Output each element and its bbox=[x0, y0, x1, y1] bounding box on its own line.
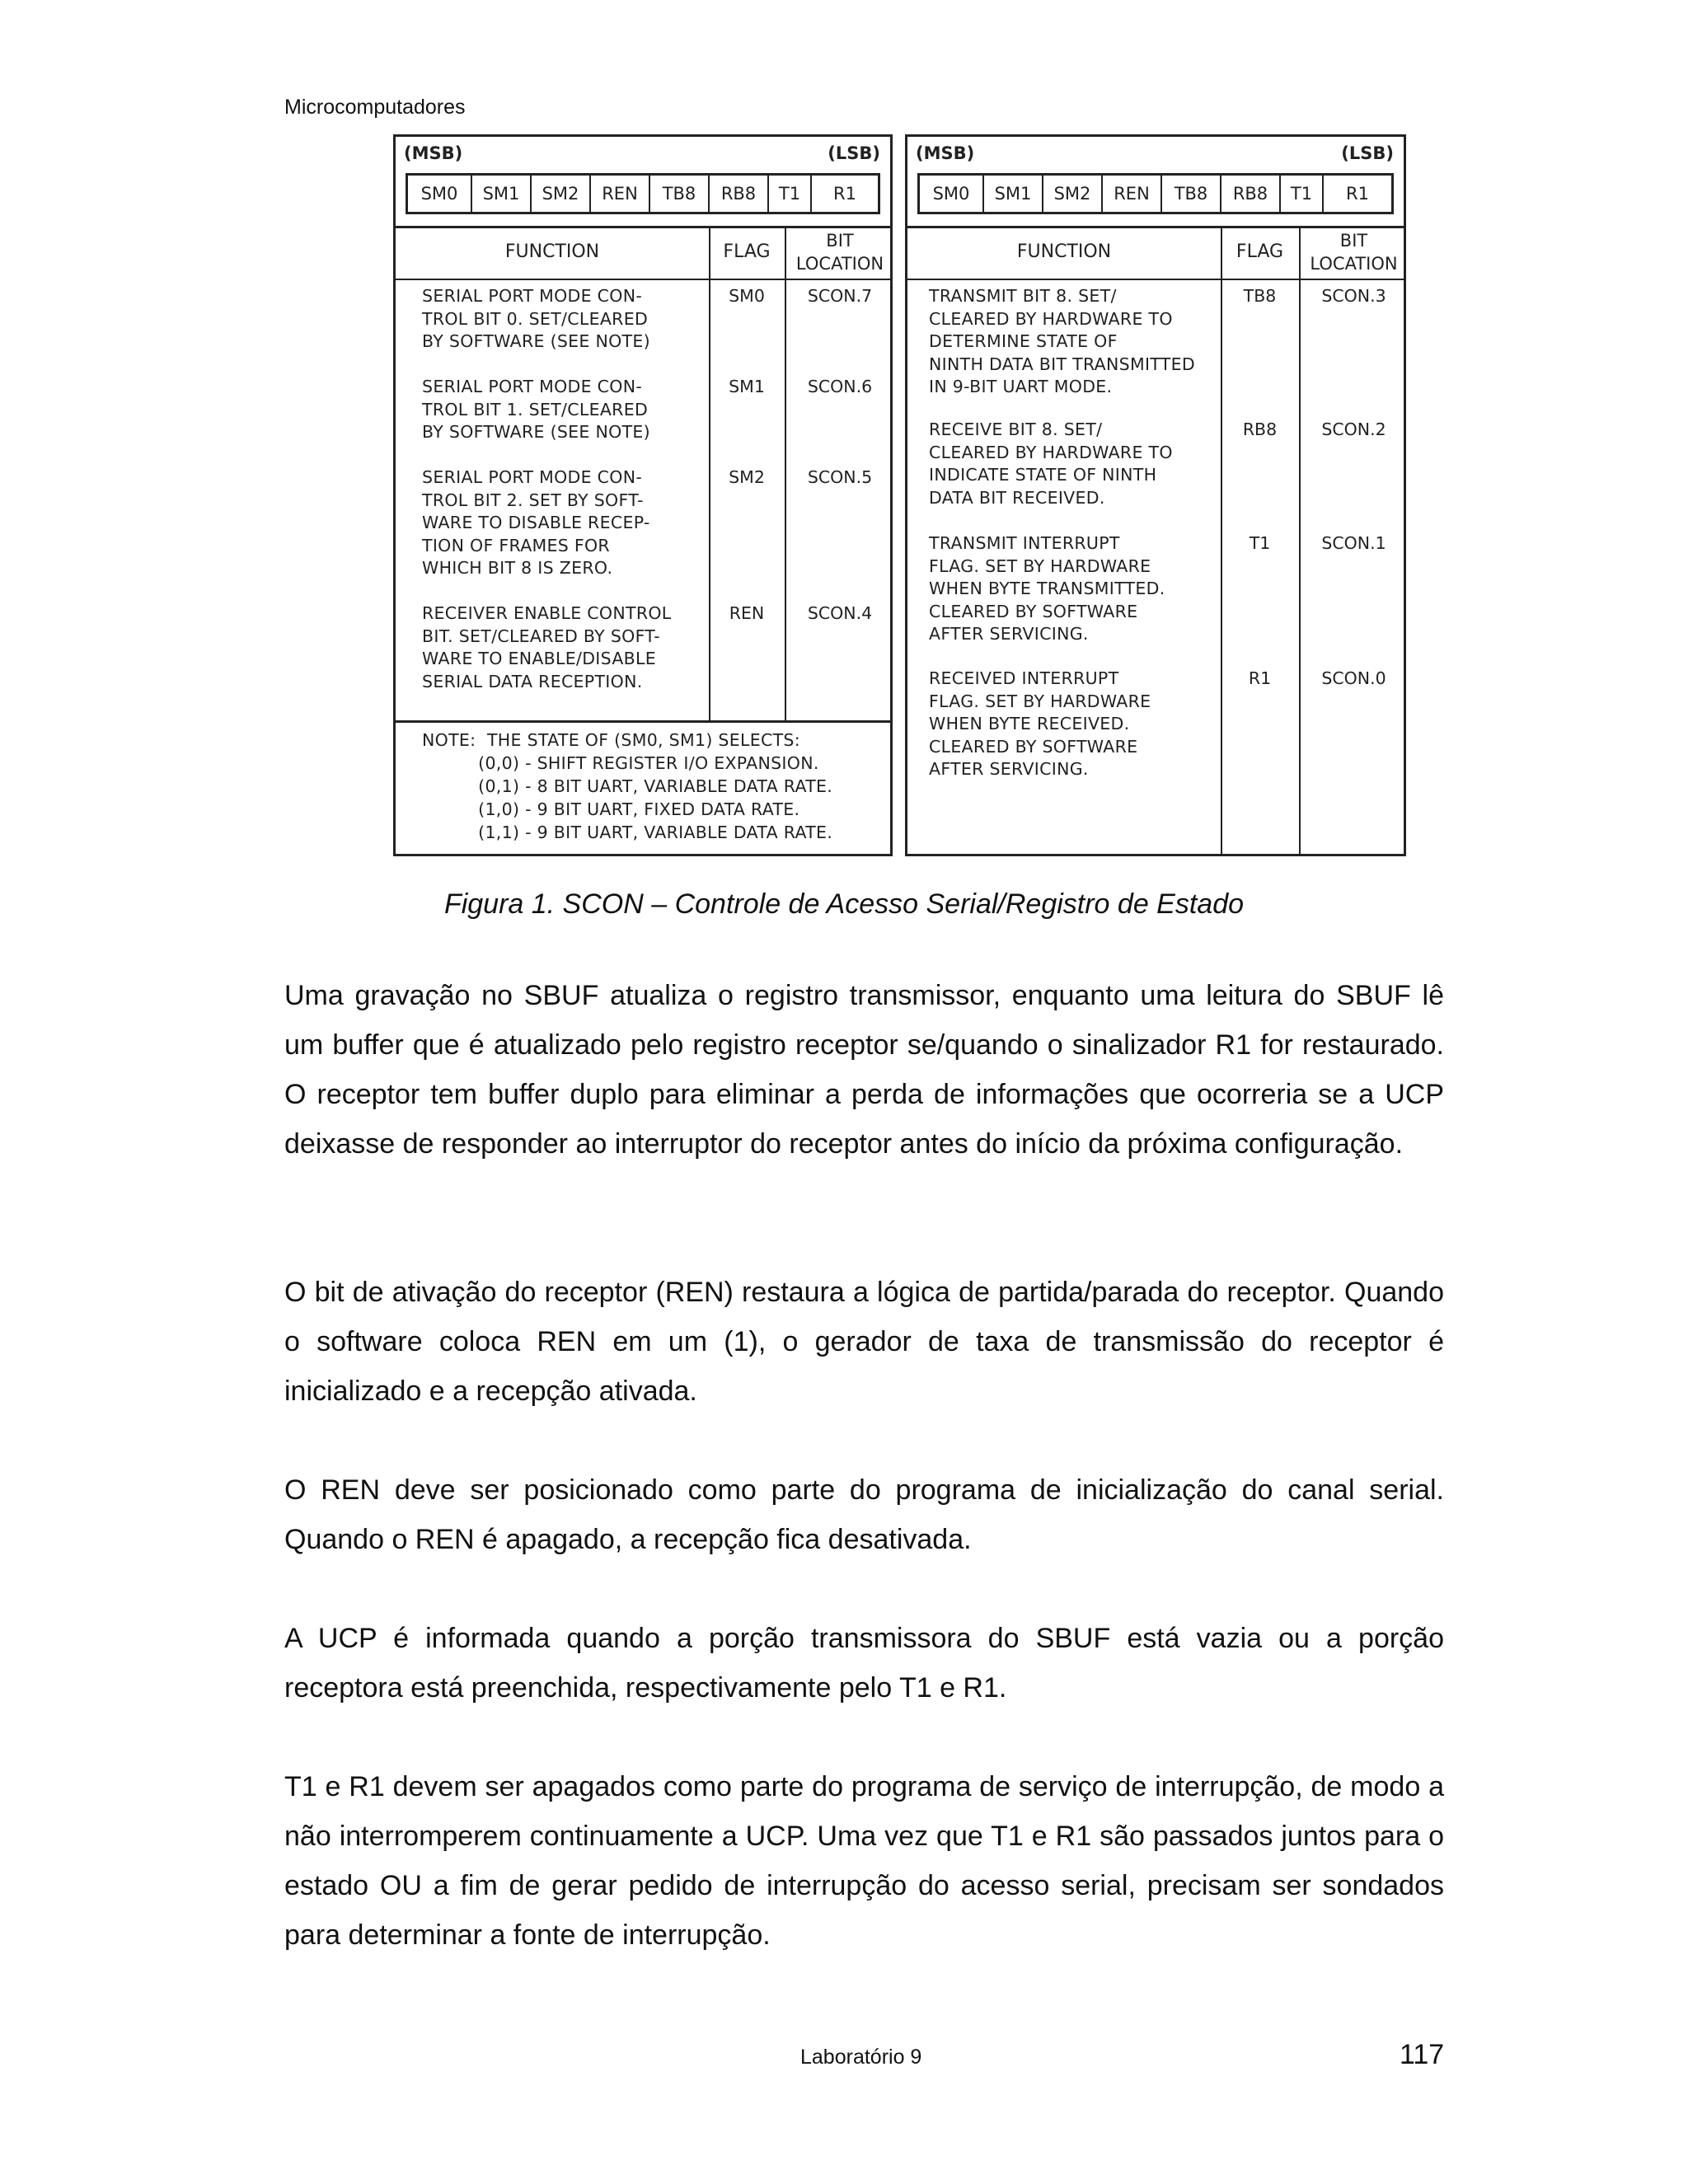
flag-column-header: FLAG bbox=[1236, 241, 1284, 262]
divider bbox=[907, 226, 1404, 228]
mode-note: NOTE: THE STATE OF (SM0, SM1) SELECTS: (0,0) - SHIFT REGISTER I/O EXPANSION. (0,1) - 8 BIT UART, VARIABLE DATA RATE. (1,0) - 9 BIT UART, FIXED DATA RATE. (1,1) - 9 BIT UART, VARIABLE DATA RATE. bbox=[422, 730, 833, 842]
bit-location-column-header: BIT LOCATION bbox=[1310, 231, 1398, 274]
body-paragraph: O bit de ativação do receptor (REN) restaura a lógica de partida/parada do receptor. Quando o software coloca REN em um (1), o gerador de taxa de transmissão do receptor é inicializado e a recepção ativada. bbox=[284, 1277, 1444, 1407]
page-number: 117 bbox=[1400, 2039, 1445, 2070]
bit-cell: REN bbox=[591, 176, 650, 212]
msb-label: (MSB) bbox=[404, 143, 463, 163]
function-column-header: FUNCTION bbox=[504, 241, 600, 262]
lsb-label: (LSB) bbox=[828, 143, 880, 163]
function-text: TRANSMIT INTERRUPT FLAG. SET BY HARDWARE WHEN BYTE TRANSMITTED. CLEARED BY SOFTWARE AFTER SERVICING. bbox=[929, 533, 1165, 644]
bit-cell: SM0 bbox=[920, 176, 984, 212]
bit-cell: REN bbox=[1103, 176, 1162, 212]
divider bbox=[396, 279, 890, 280]
bit-location-column-header: BIT LOCATION bbox=[795, 231, 884, 274]
function-text: TRANSMIT BIT 8. SET/ CLEARED BY HARDWARE TO DETERMINE STATE OF NINTH DATA BIT TRANSMITTED IN 9-BIT UART MODE. bbox=[929, 286, 1195, 396]
bit-cell: SM2 bbox=[532, 176, 591, 212]
bit-cell: T1 bbox=[769, 176, 812, 212]
lsb-label: (LSB) bbox=[1341, 143, 1394, 163]
flag-cell: SM1 bbox=[729, 377, 765, 396]
flag-cell: SM2 bbox=[729, 467, 765, 487]
flag-cell: REN bbox=[729, 603, 765, 623]
bit-cell: SM1 bbox=[472, 176, 532, 212]
bit-cell: TB8 bbox=[1162, 176, 1221, 212]
function-text: SERIAL PORT MODE CON- TROL BIT 1. SET/CLEARED BY SOFTWARE (SEE NOTE) bbox=[422, 377, 650, 442]
msb-label: (MSB) bbox=[916, 143, 975, 163]
bit-cell: R1 bbox=[1346, 184, 1369, 204]
bit-location-cell: SCON.4 bbox=[807, 603, 873, 623]
flag-cell: RB8 bbox=[1242, 419, 1278, 439]
bit-location-cell: SCON.0 bbox=[1321, 668, 1386, 688]
bit-cell: T1 bbox=[1281, 176, 1324, 212]
scon-figure-left-panel bbox=[393, 134, 893, 856]
function-text: SERIAL PORT MODE CON- TROL BIT 2. SET BY SOFT- WARE TO DISABLE RECEP- TION OF FRAMES FOR WHICH BIT 8 IS ZERO. bbox=[422, 467, 650, 578]
flag-column-header: FLAG bbox=[723, 241, 771, 262]
bit-cell: SM2 bbox=[1043, 176, 1103, 212]
bit-location-cell: SCON.1 bbox=[1321, 533, 1386, 553]
divider bbox=[396, 226, 890, 228]
flag-cell: R1 bbox=[1248, 668, 1272, 688]
body-paragraph: Uma gravação no SBUF atualiza o registro transmissor, enquanto uma leitura do SBUF lê um buffer que é atualizado pelo registro receptor se/quando o sinalizador R1 for restaurado. O receptor tem buffer duplo para eliminar a perda de informações que ocorreria se a UCP deixasse de responder ao interruptor do receptor antes do início da próxima configuração. bbox=[284, 980, 1444, 1160]
bit-cell: SM0 bbox=[408, 176, 472, 212]
scon-figure-right-panel bbox=[905, 134, 1406, 856]
bit-cell: RB8 bbox=[1221, 176, 1281, 212]
flag-cell: SM0 bbox=[729, 286, 765, 306]
body-paragraph: A UCP é informada quando a porção transmissora do SBUF está vazia ou a porção receptora está preenchida, respectivamente pelo T1 e R1. bbox=[284, 1623, 1444, 1704]
bit-location-cell: SCON.7 bbox=[807, 286, 873, 306]
figure-caption: Figura 1. SCON – Controle de Acesso Serial/Registro de Estado bbox=[443, 888, 1245, 920]
bit-location-cell: SCON.5 bbox=[807, 467, 873, 487]
register-bits-row bbox=[917, 173, 1394, 214]
register-bits-row bbox=[406, 173, 880, 214]
bit-cell: TB8 bbox=[650, 176, 710, 212]
function-text: RECEIVE BIT 8. SET/ CLEARED BY HARDWARE TO INDICATE STATE OF NINTH DATA BIT RECEIVED. bbox=[929, 419, 1173, 508]
bit-cell: RB8 bbox=[710, 176, 769, 212]
bit-location-cell: SCON.3 bbox=[1321, 286, 1386, 306]
body-paragraph: O REN deve ser posicionado como parte do programa de inicialização do canal serial. Quando o REN é apagado, a recepção fica desativada. bbox=[284, 1474, 1444, 1555]
footer-chapter: Laboratório 9 bbox=[800, 2046, 922, 2069]
msb-lsb-row bbox=[404, 143, 880, 166]
running-header: Microcomputadores bbox=[284, 96, 466, 119]
function-text: RECEIVED INTERRUPT FLAG. SET BY HARDWARE WHEN BYTE RECEIVED. CLEARED BY SOFTWARE AFTER SERVICING. bbox=[929, 668, 1151, 779]
flag-cell: T1 bbox=[1249, 533, 1271, 553]
function-text: SERIAL PORT MODE CON- TROL BIT 0. SET/CLEARED BY SOFTWARE (SEE NOTE) bbox=[422, 286, 650, 351]
flag-cell: TB8 bbox=[1243, 286, 1277, 306]
function-text: RECEIVER ENABLE CONTROL BIT. SET/CLEARED BY SOFT- WARE TO ENABLE/DISABLE SERIAL DATA RECEPTION. bbox=[422, 603, 672, 691]
bit-location-cell: SCON.2 bbox=[1321, 419, 1386, 439]
function-column-header: FUNCTION bbox=[1016, 241, 1112, 262]
msb-lsb-row bbox=[916, 143, 1394, 166]
divider bbox=[907, 279, 1404, 280]
bit-cell: R1 bbox=[833, 184, 856, 204]
divider bbox=[396, 720, 890, 723]
bit-location-cell: SCON.6 bbox=[807, 377, 873, 396]
body-paragraph: T1 e R1 devem ser apagados como parte do programa de serviço de interrupção, de modo a não interromperem continuamente a UCP. Uma vez que T1 e R1 são passados juntos para o estado OU a fim de gerar pedido de interrupção do acesso serial, precisam ser sondados para determinar a fonte de interrupção. bbox=[284, 1771, 1444, 1951]
bit-cell: SM1 bbox=[984, 176, 1043, 212]
